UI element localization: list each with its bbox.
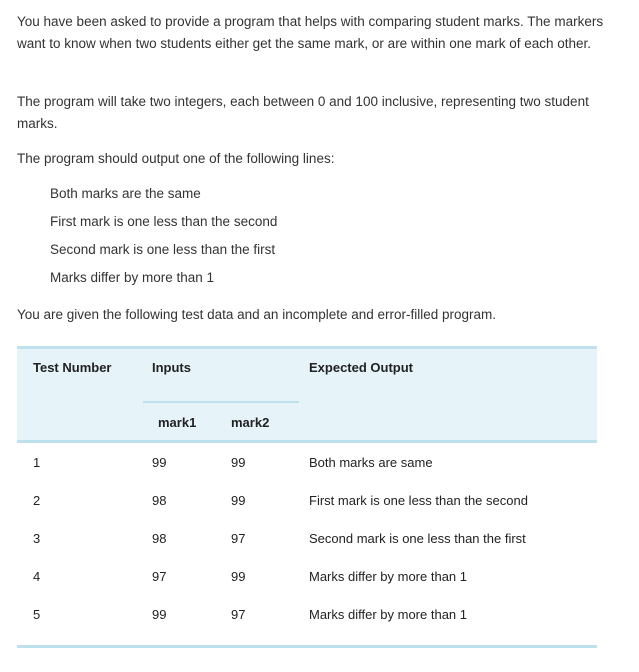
output-line: Second mark is one less than the first [50,242,276,257]
test-data-table [17,346,597,648]
cell-mark1: 99 [152,455,167,470]
header-mark1: mark1 [158,415,197,430]
cell-test: 3 [33,531,41,546]
cell-mark2: 97 [231,607,246,622]
cell-expected: Second mark is one less than the first [309,531,526,546]
cell-expected: Both marks are same [309,455,433,470]
cell-mark2: 99 [231,493,246,508]
intro-paragraph: You have been asked to provide a program that helps with comparing student marks. The markers want to know when two students either get the same mark, or are within one mark of each other. [17,14,604,51]
cell-mark2: 99 [231,455,246,470]
output-paragraph: The program should output one of the following lines: [17,151,335,166]
table-bottom-border [17,645,597,648]
input-paragraph: The program will take two integers, each between 0 and 100 inclusive, representing two student marks. [17,94,589,131]
cell-mark2: 97 [231,531,246,546]
cell-test: 1 [33,455,41,470]
cell-test: 5 [33,607,41,622]
output-line: First mark is one less than the second [50,214,278,229]
header-inputs: Inputs [152,360,191,375]
output-line: Both marks are the same [50,186,201,201]
cell-expected: Marks differ by more than 1 [309,607,467,622]
header-test-number: Test Number [33,360,112,375]
cell-expected: Marks differ by more than 1 [309,569,467,584]
cell-test: 2 [33,493,41,508]
test-data-paragraph: You are given the following test data and an incomplete and error-filled program. [17,307,497,322]
cell-expected: First mark is one less than the second [309,493,528,508]
inputs-divider [143,401,299,403]
cell-mark2: 99 [231,569,246,584]
output-line: Marks differ by more than 1 [50,270,215,285]
cell-mark1: 99 [152,607,167,622]
header-mark2: mark2 [231,415,270,430]
cell-mark1: 98 [152,531,167,546]
header-expected-output: Expected Output [309,360,414,375]
cell-test: 4 [33,569,41,584]
cell-mark1: 98 [152,493,167,508]
cell-mark1: 97 [152,569,167,584]
